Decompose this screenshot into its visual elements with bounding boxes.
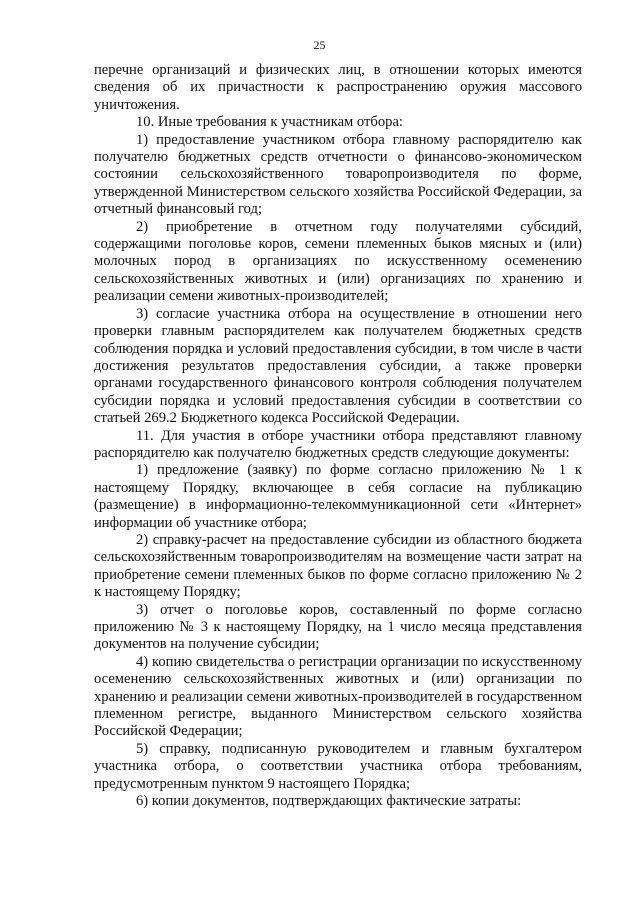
list-item: 2) справку-расчет на предоставление субсидии из областного бюджета сельскохозяйственным товаропроизводителям на возмещение части затрат на приобретение семени племенных быков по форме согласно приложению № 2 к настоящему Порядку; [94, 531, 582, 601]
document-body [94, 62, 582, 810]
list-item: 5) справку, подписанную руководителем и главным бухгалтером участника отбора, о соответствии участника отбора требованиям, предусмотренным пунктом 9 настоящего Порядка; [94, 740, 582, 792]
list-item: 1) предложение (заявку) по форме согласно приложению № 1 к настоящему Порядку, включающее в себя согласие на публикацию (размещение) в информационно-телекоммуникационной сети «Интернет» информации об участнике отбора; [94, 462, 582, 531]
list-item: 1) предоставление участником отбора главному распорядителю как получателю бюджетных средств отчетности о финансово-экономическом состоянии сельскохозяйственного товаропроизводителя по форме, утвержденной Министерством сельского хозяйства Российской Федерации, за отчетный финансовый год; [94, 131, 582, 218]
list-item: 3) отчет о поголовье коров, составленный по форме согласно приложению № 3 к настоящему Порядку, на 1 число месяца представления документов на получение субсидии; [94, 601, 582, 653]
list-item: 3) согласие участника отбора на осуществление в отношении него проверки главным распорядителем как получателем бюджетных средств соблюдения порядка и условий предоставления субсидии, в том числе в части достижения результатов предоставления субсидии, а также проверки органами государственного финансового контроля соблюдения получателем субсидии порядка и условий предоставления субсидии в соответствии со статьей 269.2 Бюджетного кодекса Российской Федерации. [94, 305, 582, 427]
paragraph: перечне организаций и физических лиц, в отношении которых имеются сведения об их причастности к распространению оружия массового уничтожения. [94, 62, 582, 113]
list-item: 4) копию свидетельства о регистрации организации по искусственному осеменению сельскохозяйственных животных и (или) организации по хранению и реализации семени животных-производителей в государственном племенном регистре, выданного Министерством сельского хозяйства Российской Федерации; [94, 653, 582, 740]
list-item: 6) копии документов, подтверждающих фактические затраты: [136, 793, 522, 810]
section-heading: 11. Для участия в отборе участники отбора представляют главному распорядителю как получателю бюджетных средств следующие документы: [94, 427, 582, 461]
page-number: 25 [313, 38, 326, 52]
section-heading: 10. Иные требования к участникам отбора: [136, 114, 403, 131]
list-item: 2) приобретение в отчетном году получателями субсидий, содержащими поголовье коров, семени племенных быков мясных и (или) молочных пород в организациях по искусственному осеменению сельскохозяйственных животных и (или) организациях по хранению и реализации семени животных-производителей; [94, 218, 582, 305]
